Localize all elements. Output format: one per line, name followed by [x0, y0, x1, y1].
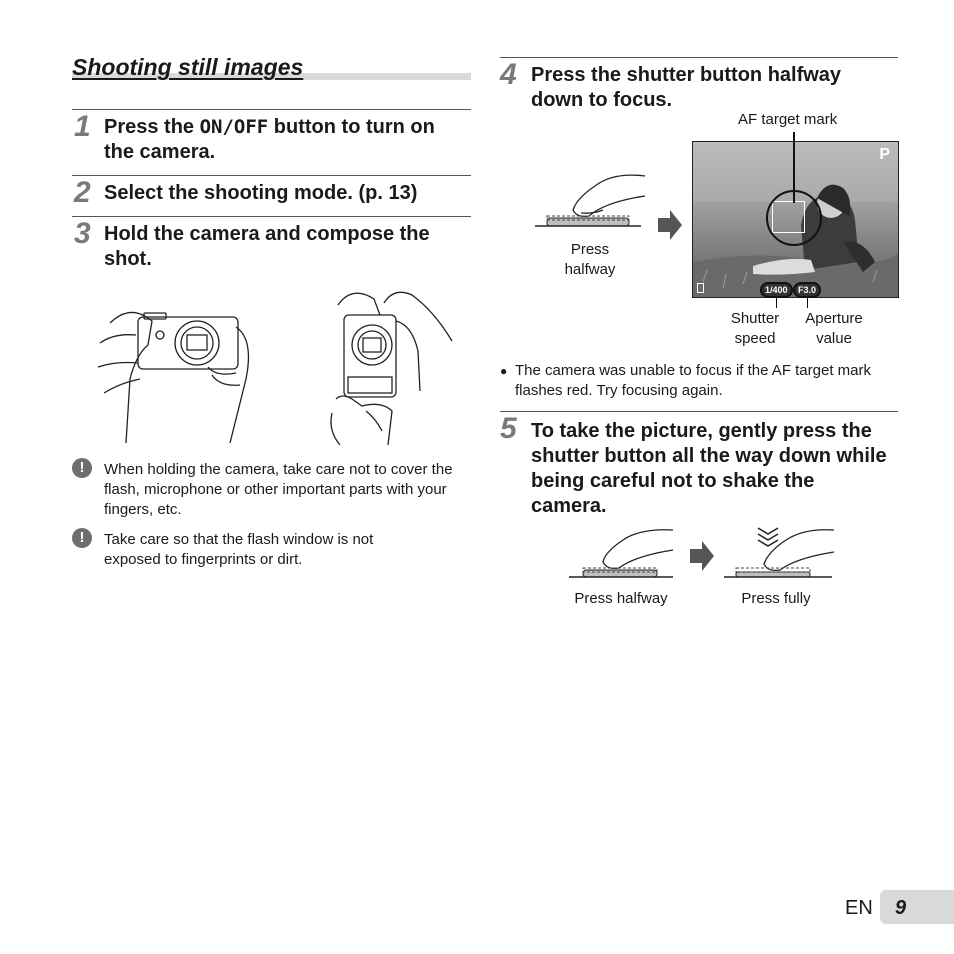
- step-number: 3: [74, 217, 91, 250]
- on-off-button-label: ON/OFF: [199, 116, 269, 138]
- af-callout-circle: [760, 128, 830, 248]
- shutter-speed-caption: Shutter speed: [730, 310, 780, 347]
- caution-icon: !: [72, 458, 92, 478]
- shutter-speed-value: 1/400: [760, 282, 793, 298]
- step-4-text: Press the shutter button halfway down to focus.: [531, 64, 842, 111]
- battery-icon: [697, 283, 704, 293]
- callout-line: [776, 298, 777, 308]
- step-number: 1: [74, 110, 91, 143]
- divider: [72, 175, 471, 176]
- section-title: Shooting still images: [72, 54, 304, 80]
- mode-indicator: P: [879, 146, 890, 163]
- step-1-text: Press the ON/OFF button to turn on the camera.: [104, 116, 435, 163]
- press-halfway-caption: Press halfway: [564, 241, 616, 278]
- note-text: When holding the camera, take care not to cover the flash, microphone or other important parts with your fingers, etc.: [104, 461, 453, 518]
- divider: [500, 57, 898, 58]
- step-2-text: Select the shooting mode. (p. 13): [104, 182, 418, 204]
- camera-hold-horizontal-illustration: [90, 283, 260, 448]
- note-text: Take care so that the flash window is not exposed to fingerprints or dirt.: [104, 531, 374, 568]
- arrow-right-icon: [690, 541, 714, 571]
- step-number: 2: [74, 176, 91, 209]
- step-number: 4: [500, 58, 517, 91]
- step-5-text: To take the picture, gently press the shutter button all the way down while being careful not to shake the camera.: [531, 420, 887, 517]
- callout-line: [807, 298, 808, 308]
- divider: [72, 216, 471, 217]
- press-halfway-caption: Press halfway: [574, 590, 668, 607]
- page-number: 9: [895, 897, 907, 919]
- arrow-right-icon: [658, 210, 682, 240]
- bullet-marker: ●: [500, 364, 508, 378]
- camera-hold-vertical-illustration: [322, 281, 457, 448]
- divider: [500, 411, 898, 412]
- finger-half-press-illustration: [533, 172, 648, 237]
- step-number: 5: [500, 412, 517, 445]
- step-3-text: Hold the camera and compose the shot.: [104, 223, 430, 270]
- bullet-text: The camera was unable to focus if the AF target mark flashes red. Try focusing again.: [515, 362, 872, 399]
- divider: [72, 109, 471, 110]
- caution-icon: !: [72, 528, 92, 548]
- finger-full-press-illustration: [722, 522, 840, 584]
- af-target-label: AF target mark: [738, 111, 838, 128]
- aperture-value: F3.0: [793, 282, 821, 298]
- page-number-tab: [880, 890, 954, 924]
- language-label: EN: [845, 897, 873, 919]
- aperture-value-caption: Aperture value: [805, 310, 863, 347]
- finger-half-press-illustration: [565, 528, 680, 584]
- press-fully-caption: Press fully: [741, 590, 811, 607]
